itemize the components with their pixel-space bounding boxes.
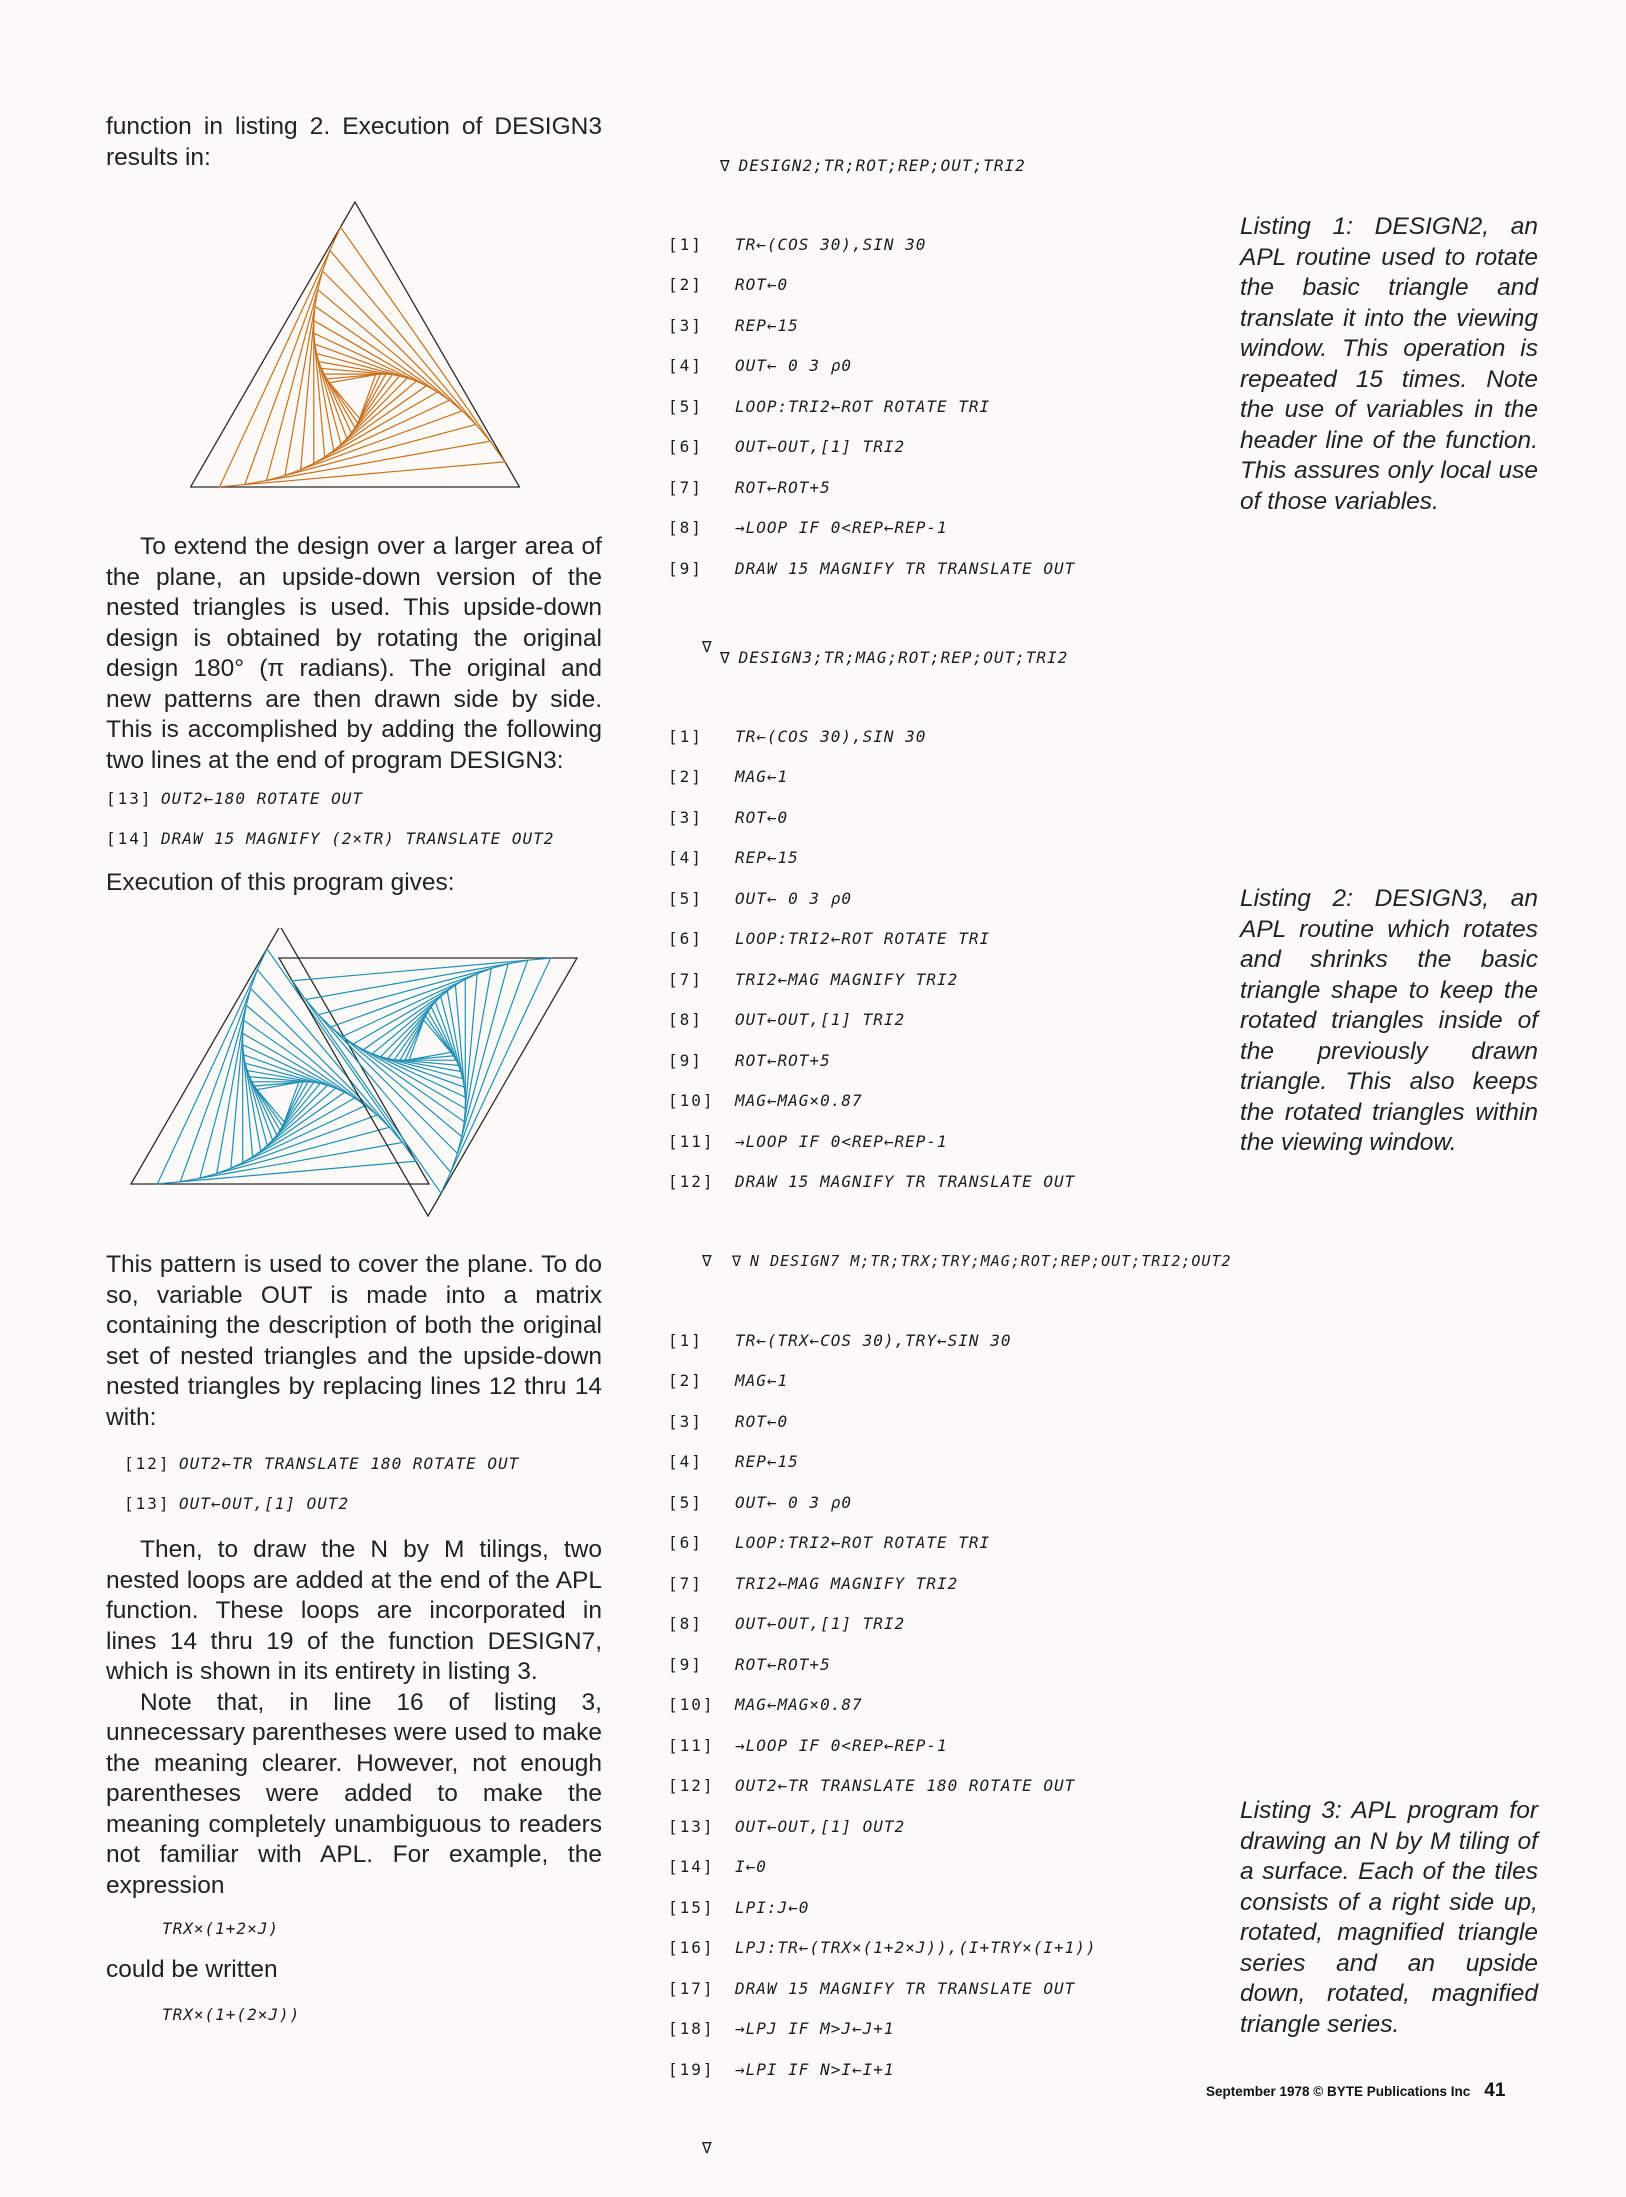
paragraph-nested-loops: Then, to draw the N by M tilings, two nested loops are added at the end of the APL function. These loops are incorporated in lines 14 thru 19 of the function DESIGN7, which is shown in its entirety in listing 3. — [106, 1536, 602, 1685]
function-header: DESIGN3;TR;MAG;ROT;REP;OUT;TRI2 — [738, 648, 1069, 667]
nested-triangle-upright — [217, 1005, 377, 1173]
code-line — [668, 727, 1075, 768]
code-line — [668, 1172, 1075, 1213]
code-text: OUT2←TR TRANSLATE 180 ROTATE OUT — [735, 1776, 1076, 1795]
left-column-middle — [106, 532, 602, 899]
code-line — [668, 2019, 1232, 2060]
code-line — [668, 1574, 1232, 1615]
caption-text: Listing 3: APL program for drawing an N by M tiling of a surface. Each of the tiles consists of a right side up, rotated, magnified triangle series and an upside down, rotated, magnified triangle series. — [1240, 1797, 1538, 2038]
code-text: ROT←ROT+5 — [735, 1050, 831, 1070]
line-number: [5] — [668, 396, 703, 416]
listing-3-caption — [1240, 1796, 1538, 2040]
line-number: [13] — [668, 1816, 715, 1836]
line-number: [1] — [668, 234, 703, 254]
line-number: [3] — [668, 1411, 703, 1431]
code-text: LPJ:TR←(TRX×(1+2×J)),(I+TRY×(I+1)) — [735, 1938, 1097, 1957]
line-number: [4] — [668, 1452, 703, 1471]
code-text: ROT←ROT+5 — [735, 477, 831, 497]
code-text: REP←15 — [735, 848, 799, 867]
code-text: TR←(TRX←COS 30),TRY←SIN 30 — [735, 1330, 1012, 1350]
code-line — [668, 2060, 1232, 2101]
function-header: N DESIGN7 M;TR;TRX;TRY;MAG;ROT;REP;OUT;TRI2;OUT2 — [750, 1252, 1232, 1270]
line-number: [14] — [106, 829, 153, 848]
line-number: [4] — [668, 356, 703, 375]
page-number: 41 — [1484, 2080, 1506, 2101]
code-text: REP←15 — [735, 315, 799, 335]
code-text: OUT←OUT,[1] OUT2 — [735, 1816, 906, 1836]
code-text: →LOOP IF 0<REP←REP-1 — [735, 518, 948, 537]
code-text: →LPJ IF M>J←J+1 — [735, 2019, 895, 2038]
code-line — [668, 1010, 1075, 1051]
paragraph-intro: function in listing 2. Execution of DESIGN3 results in: — [106, 113, 602, 171]
code-text: OUT←OUT,[1] OUT2 — [179, 1494, 350, 1513]
line-number: [6] — [668, 1533, 703, 1552]
code-line — [668, 1412, 1232, 1453]
code-text: DRAW 15 MAGNIFY TR TRANSLATE OUT — [735, 1978, 1076, 1998]
code-line — [668, 1051, 1075, 1092]
code-text: I←0 — [735, 1857, 767, 1876]
line-number: [5] — [668, 888, 703, 908]
line-number: [11] — [668, 1131, 715, 1151]
line-number: [1] — [668, 726, 703, 746]
code-text: ROT←0 — [735, 275, 789, 294]
code-text: →LOOP IF 0<REP←REP-1 — [735, 1735, 948, 1755]
code-line — [668, 889, 1075, 930]
line-number: [16] — [668, 1938, 715, 1957]
line-number: [8] — [668, 518, 703, 537]
code-line — [668, 1533, 1232, 1574]
line-number: [13] — [124, 1494, 171, 1513]
code-line — [668, 767, 1075, 808]
line-number: [13] — [106, 789, 153, 808]
code-line — [668, 356, 1075, 397]
code-line — [668, 1091, 1075, 1132]
code-text: OUT←OUT,[1] TRI2 — [735, 1010, 906, 1029]
code-line — [668, 1776, 1232, 1817]
caption-text: Listing 2: DESIGN3, an APL routine which rotates and shrinks the basic triangle shape to keep the rotated triangles inside of the previously drawn triangle. This also keeps the rotated triangles within the viewing window. — [1240, 885, 1538, 1156]
code-text: ROT←0 — [735, 807, 789, 827]
code-text: LOOP:TRI2←ROT ROTATE TRI — [735, 396, 991, 416]
line-number: [7] — [668, 477, 703, 497]
line-number: [3] — [668, 315, 703, 335]
line-number: [19] — [668, 2059, 715, 2079]
listing-3-header — [668, 1252, 1232, 1293]
code-line — [124, 1489, 602, 1529]
code-line — [668, 397, 1075, 438]
line-number: [9] — [668, 1654, 703, 1674]
line-number: [14] — [668, 1857, 715, 1876]
line-number: [5] — [668, 1492, 703, 1512]
expression-rewritten: TRX×(1+(2×J)) — [162, 2004, 301, 2024]
code-text: REP←15 — [735, 1452, 799, 1471]
listing-2-end-del: ∇ — [702, 1250, 713, 1270]
line-number: [8] — [668, 1614, 703, 1633]
code-text: DRAW 15 MAGNIFY (2×TR) TRANSLATE OUT2 — [161, 829, 555, 848]
paragraph-extend-design: To extend the design over a larger area of the plane, an upside-down version of the nested triangles is used. This upside-down design is obtained by rotating the original design 180° (π radians). The original and new patterns are then drawn side by side. This is accomplished by adding the following two lines at the end of program DESIGN3: — [106, 533, 602, 774]
code-text: →LOOP IF 0<REP←REP-1 — [735, 1131, 948, 1151]
code-line — [668, 1371, 1232, 1412]
line-number: [9] — [668, 558, 703, 578]
code-text: MAG←MAG×0.87 — [735, 1091, 863, 1110]
listing-3-lines — [668, 1331, 1232, 2101]
line-number: [6] — [668, 437, 703, 456]
line-number: [2] — [668, 1371, 703, 1390]
listing-3-code — [668, 1214, 1232, 2197]
listing-2-lines — [668, 727, 1075, 1213]
caption-text: Listing 1: DESIGN2, an APL routine used to rotate the basic triangle and translate it into the viewing window. This operation is repeated 15 times. Note the use of variables in the header line of the function. This assures only local use of those variables. — [1240, 213, 1538, 515]
line-number: [18] — [668, 2019, 715, 2038]
code-line — [668, 808, 1075, 849]
code-text: DRAW 15 MAGNIFY TR TRANSLATE OUT — [735, 1172, 1076, 1191]
listing-1-caption — [1240, 212, 1538, 517]
code-text: OUT←OUT,[1] TRI2 — [735, 437, 906, 456]
code-text: ROT←0 — [735, 1411, 789, 1431]
code-text: OUT←OUT,[1] TRI2 — [735, 1614, 906, 1633]
code-text: TR←(COS 30),SIN 30 — [735, 234, 927, 254]
code-line — [668, 316, 1075, 357]
code-text: OUT← 0 3 ρ0 — [735, 1492, 852, 1512]
listing-2-code — [668, 610, 1075, 1310]
code-text: OUT2←180 ROTATE OUT — [161, 789, 364, 808]
code-line — [668, 559, 1075, 600]
function-header: DESIGN2;TR;ROT;REP;OUT;TRI2 — [738, 156, 1026, 175]
code-line — [668, 275, 1075, 316]
figure-parallelogram-pattern — [104, 928, 604, 1218]
left-column-top — [106, 112, 602, 173]
del-symbol: ∇ — [720, 648, 731, 667]
code-text: LPI:J←0 — [735, 1897, 810, 1917]
line-number: [10] — [668, 1091, 715, 1110]
line-number: [7] — [668, 1573, 703, 1593]
code-line — [106, 824, 602, 864]
code-line — [668, 1695, 1232, 1736]
code-text: MAG←MAG×0.87 — [735, 1695, 863, 1714]
code-line — [668, 235, 1075, 276]
line-number: [1] — [668, 1330, 703, 1350]
figure-nested-triangles — [190, 196, 520, 492]
line-number: [8] — [668, 1010, 703, 1029]
code-line — [124, 1449, 602, 1489]
code-line — [668, 848, 1075, 889]
code-line — [668, 518, 1075, 559]
code-text: LOOP:TRI2←ROT ROTATE TRI — [735, 1533, 991, 1552]
code-line — [106, 784, 602, 824]
code-text: ROT←ROT+5 — [735, 1654, 831, 1674]
line-number: [12] — [668, 1776, 715, 1795]
code-line — [668, 1898, 1232, 1939]
code-line — [668, 478, 1075, 519]
line-number: [4] — [668, 848, 703, 867]
code-text: TRI2←MAG MAGNIFY TRI2 — [735, 1573, 959, 1593]
code-text: DRAW 15 MAGNIFY TR TRANSLATE OUT — [735, 558, 1076, 578]
code-line — [668, 970, 1075, 1011]
code-line — [668, 1857, 1232, 1898]
code-line — [668, 1614, 1232, 1655]
paragraph-parentheses-note: Note that, in line 16 of listing 3, unnecessary parentheses were used to make the meaning clearer. However, not enough parentheses were added to make the meaning completely unambiguous to readers not familiar with APL. For example, the expression — [106, 1688, 602, 1899]
footer-credit: September 1978 © BYTE Publications Inc — [1206, 2084, 1471, 2099]
listing-2-caption — [1240, 884, 1538, 1159]
code-snippet-a — [106, 784, 602, 864]
code-line — [668, 929, 1075, 970]
code-line — [668, 1132, 1075, 1173]
paragraph-execution-gives: Execution of this program gives: — [106, 869, 455, 896]
page-footer — [1206, 2080, 1505, 2102]
listing-1-lines — [668, 235, 1075, 600]
code-text: MAG←1 — [735, 1371, 789, 1390]
code-text: MAG←1 — [735, 767, 789, 786]
nested-triangle — [285, 290, 462, 476]
code-text: OUT← 0 3 ρ0 — [735, 356, 852, 375]
line-number: [3] — [668, 807, 703, 827]
line-number: [17] — [668, 1978, 715, 1998]
code-text: LOOP:TRI2←ROT ROTATE TRI — [735, 929, 991, 948]
line-number: [11] — [668, 1735, 715, 1755]
code-text: OUT2←TR TRANSLATE 180 ROTATE OUT — [179, 1454, 520, 1473]
code-line — [668, 1452, 1232, 1493]
code-text: →LPI IF N>I←I+1 — [735, 2059, 895, 2079]
nested-triangle-inverted — [331, 969, 491, 1137]
code-line — [668, 1655, 1232, 1696]
line-number: [2] — [668, 767, 703, 786]
listing-1-end-del: ∇ — [702, 637, 713, 656]
line-number: [12] — [124, 1454, 171, 1473]
code-text: OUT← 0 3 ρ0 — [735, 888, 852, 908]
line-number: [2] — [668, 275, 703, 294]
code-line — [668, 1331, 1232, 1372]
line-number: [7] — [668, 969, 703, 989]
code-text: TR←(COS 30),SIN 30 — [735, 726, 927, 746]
code-line — [668, 1938, 1232, 1979]
line-number: [6] — [668, 929, 703, 948]
code-line — [668, 1817, 1232, 1858]
code-snippet-b — [106, 1449, 602, 1529]
expression-original: TRX×(1+2×J) — [162, 1919, 279, 1938]
code-text: TRI2←MAG MAGNIFY TRI2 — [735, 969, 959, 989]
listing-1-header — [668, 156, 1075, 197]
listing-2-header — [668, 648, 1075, 689]
code-line — [668, 437, 1075, 478]
code-line — [668, 1736, 1232, 1777]
listing-3-end-del: ∇ — [702, 2138, 713, 2157]
line-number: [10] — [668, 1695, 715, 1714]
line-number: [15] — [668, 1897, 715, 1917]
paragraph-cover-plane: This pattern is used to cover the plane. To do so, variable OUT is made into a matrix containing the description of both the original set of nested triangles and the upside-down nested triangles by replacing lines 12 thru 14 with: — [106, 1251, 602, 1431]
line-number: [9] — [668, 1050, 703, 1070]
del-symbol: ∇ — [720, 156, 731, 175]
left-column-bottom — [106, 1250, 602, 2040]
code-line — [668, 1979, 1232, 2020]
code-line — [668, 1493, 1232, 1534]
paragraph-could-be-written: could be written — [106, 1956, 278, 1983]
del-symbol: ∇ — [732, 1252, 743, 1270]
line-number: [12] — [668, 1172, 715, 1191]
